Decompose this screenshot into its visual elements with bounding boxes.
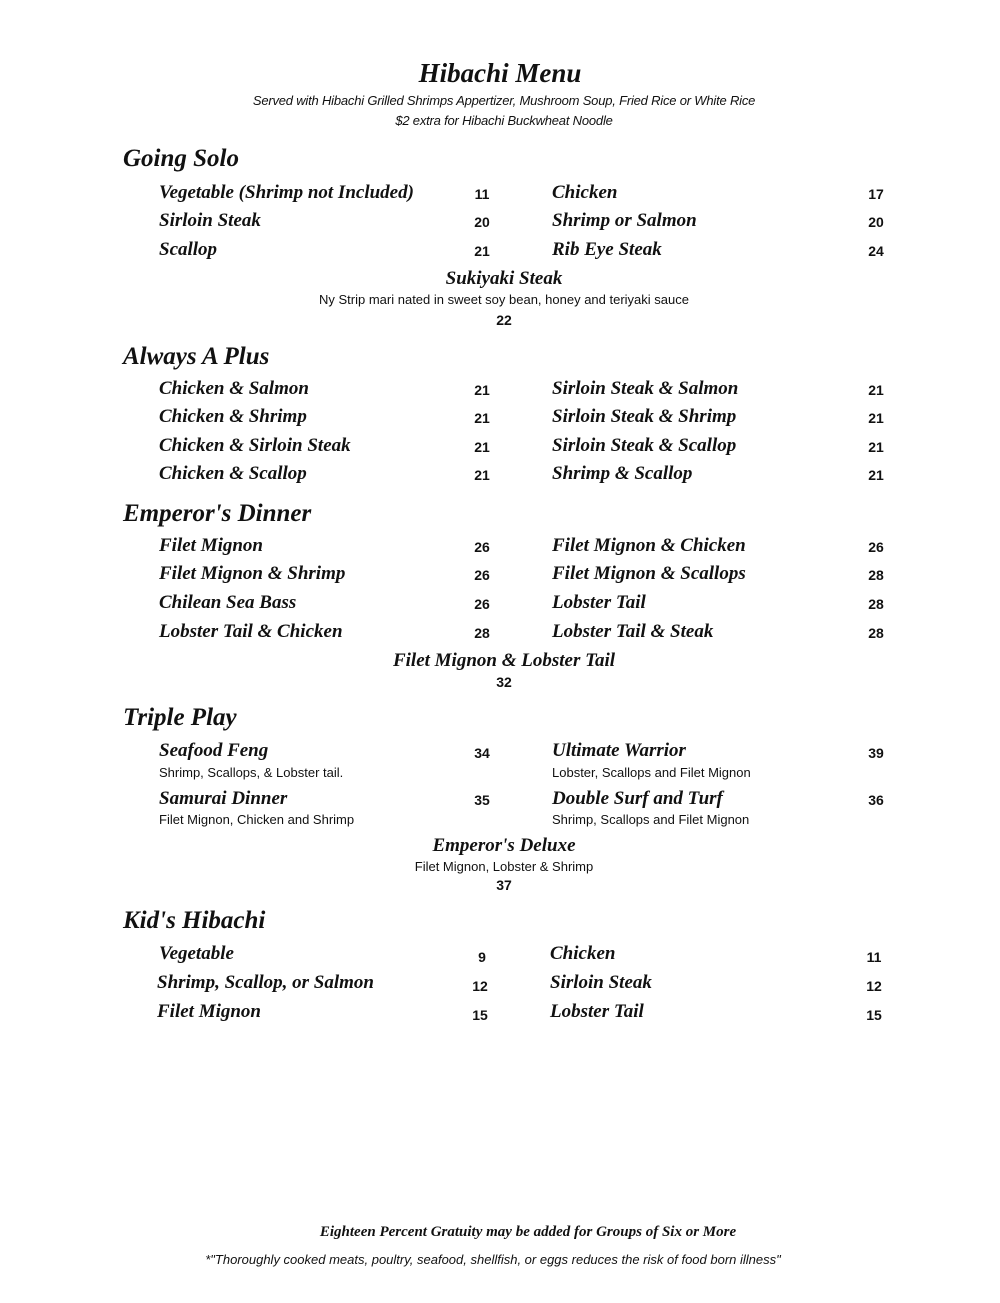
menu-item-price: 28 — [868, 596, 884, 612]
menu-item-price: 21 — [868, 382, 884, 398]
page-title: Hibachi Menu — [418, 58, 582, 88]
menu-item-name: Filet Mignon — [159, 535, 263, 556]
gratuity-notice: Eighteen Percent Gratuity may be added for Groups of Six or More — [319, 1224, 737, 1240]
menu-item-name: Seafood Feng — [159, 740, 269, 761]
menu-item-price: 21 — [868, 439, 884, 455]
menu-item-name: Chicken & Shrimp — [159, 406, 307, 427]
menu-item-name: Vegetable (Shrimp not Included) — [159, 182, 414, 203]
menu-item-price: 28 — [868, 567, 884, 583]
menu-item-name: Sirloin Steak & Salmon — [552, 378, 739, 399]
menu-item-name: Shrimp & Scallop — [552, 463, 693, 484]
menu-item-name: Lobster Tail & Steak — [552, 621, 714, 642]
menu-item-price: 26 — [474, 596, 490, 612]
menu-item-name: Sirloin Steak — [550, 972, 652, 993]
menu-item-description: Shrimp, Scallops, & Lobster tail. — [159, 765, 344, 780]
menu-subtitle-noodle: $2 extra for Hibachi Buckwheat Noodle — [395, 113, 613, 128]
special-item-description: Ny Strip mari nated in sweet soy bean, honey and teriyaki sauce — [319, 292, 689, 307]
menu-item-price: 21 — [474, 439, 490, 455]
menu-item-price: 26 — [474, 567, 490, 583]
menu-item-price: 20 — [868, 214, 884, 230]
menu-item-name: Chicken & Scallop — [159, 463, 307, 484]
menu-item-price: 17 — [868, 186, 884, 202]
menu-item-price: 21 — [474, 382, 490, 398]
menu-item-name: Shrimp or Salmon — [552, 210, 697, 231]
special-item-name: Filet Mignon & Lobster Tail — [392, 650, 616, 671]
section-heading-emperors-dinner: Emperor's Dinner — [123, 500, 312, 527]
section-heading-triple-play: Triple Play — [123, 704, 237, 731]
special-item-name: Sukiyaki Steak — [445, 268, 563, 289]
menu-item-price: 15 — [472, 1007, 488, 1023]
menu-item-name: Scallop — [159, 239, 218, 260]
menu-item-price: 35 — [474, 792, 490, 808]
menu-item-name: Samurai Dinner — [159, 788, 288, 809]
menu-item-price: 28 — [474, 625, 490, 641]
menu-item-price: 21 — [474, 467, 490, 483]
section-heading-going-solo: Going Solo — [123, 145, 240, 172]
menu-item-name: Double Surf and Turf — [552, 788, 723, 809]
menu-item-price: 9 — [478, 949, 486, 965]
menu-item-name: Lobster Tail — [550, 1001, 644, 1022]
menu-item-name: Filet Mignon & Chicken — [552, 535, 746, 556]
menu-item-name: Lobster Tail & Chicken — [159, 621, 343, 642]
menu-item-name: Filet Mignon — [157, 1001, 261, 1022]
menu-item-name: Chilean Sea Bass — [159, 592, 297, 613]
menu-item-price: 24 — [868, 243, 884, 259]
special-item-price: 22 — [496, 312, 512, 328]
menu-item-price: 26 — [474, 539, 490, 555]
menu-item-name: Rib Eye Steak — [552, 239, 662, 260]
menu-item-name: Chicken — [552, 182, 618, 203]
menu-item-price: 21 — [868, 467, 884, 483]
menu-item-name: Ultimate Warrior — [552, 740, 686, 761]
special-item-price: 37 — [496, 877, 512, 893]
menu-item-name: Vegetable — [159, 943, 234, 964]
menu-item-name: Sirloin Steak & Shrimp — [552, 406, 737, 427]
menu-item-description: Filet Mignon, Chicken and Shrimp — [159, 812, 355, 827]
section-heading-kids-hibachi: Kid's Hibachi — [123, 907, 266, 934]
menu-item-price: 12 — [866, 978, 882, 994]
menu-item-price: 34 — [474, 745, 490, 761]
menu-item-price: 21 — [474, 243, 490, 259]
menu-item-name: Lobster Tail — [552, 592, 646, 613]
menu-item-description: Lobster, Scallops and Filet Mignon — [552, 765, 751, 780]
menu-item-price: 20 — [474, 214, 490, 230]
menu-item-price: 12 — [472, 978, 488, 994]
menu-item-name: Shrimp, Scallop, or Salmon — [157, 972, 374, 993]
menu-item-description: Shrimp, Scallops and Filet Mignon — [552, 812, 750, 827]
menu-item-name: Sirloin Steak & Scallop — [552, 435, 737, 456]
menu-item-price: 21 — [474, 410, 490, 426]
menu-item-price: 26 — [868, 539, 884, 555]
menu-item-price: 21 — [868, 410, 884, 426]
menu-subtitle-sides: Served with Hibachi Grilled Shrimps Appertizer, Mushroom Soup, Fried Rice or White Rice — [252, 93, 756, 108]
special-item-price: 32 — [496, 674, 512, 690]
menu-item-name: Chicken & Sirloin Steak — [159, 435, 351, 456]
menu-item-name: Filet Mignon & Scallops — [552, 563, 746, 584]
menu-item-name: Filet Mignon & Shrimp — [159, 563, 346, 584]
menu-item-price: 39 — [868, 745, 884, 761]
section-heading-always-a-plus: Always A Plus — [123, 343, 270, 370]
menu-item-name: Sirloin Steak — [159, 210, 261, 231]
menu-item-price: 11 — [866, 949, 882, 965]
menu-item-price: 11 — [474, 186, 490, 202]
menu-item-price: 36 — [868, 792, 884, 808]
menu-item-price: 28 — [868, 625, 884, 641]
special-item-description: Filet Mignon, Lobster & Shrimp — [414, 859, 594, 874]
menu-item-name: Chicken & Salmon — [159, 378, 309, 399]
menu-item-price: 15 — [866, 1007, 882, 1023]
special-item-name: Emperor's Deluxe — [432, 835, 576, 856]
food-safety-warning: *"Thoroughly cooked meats, poultry, seafood, shellfish, or eggs reduces the risk of food born illness" — [205, 1252, 781, 1267]
menu-item-name: Chicken — [550, 943, 616, 964]
